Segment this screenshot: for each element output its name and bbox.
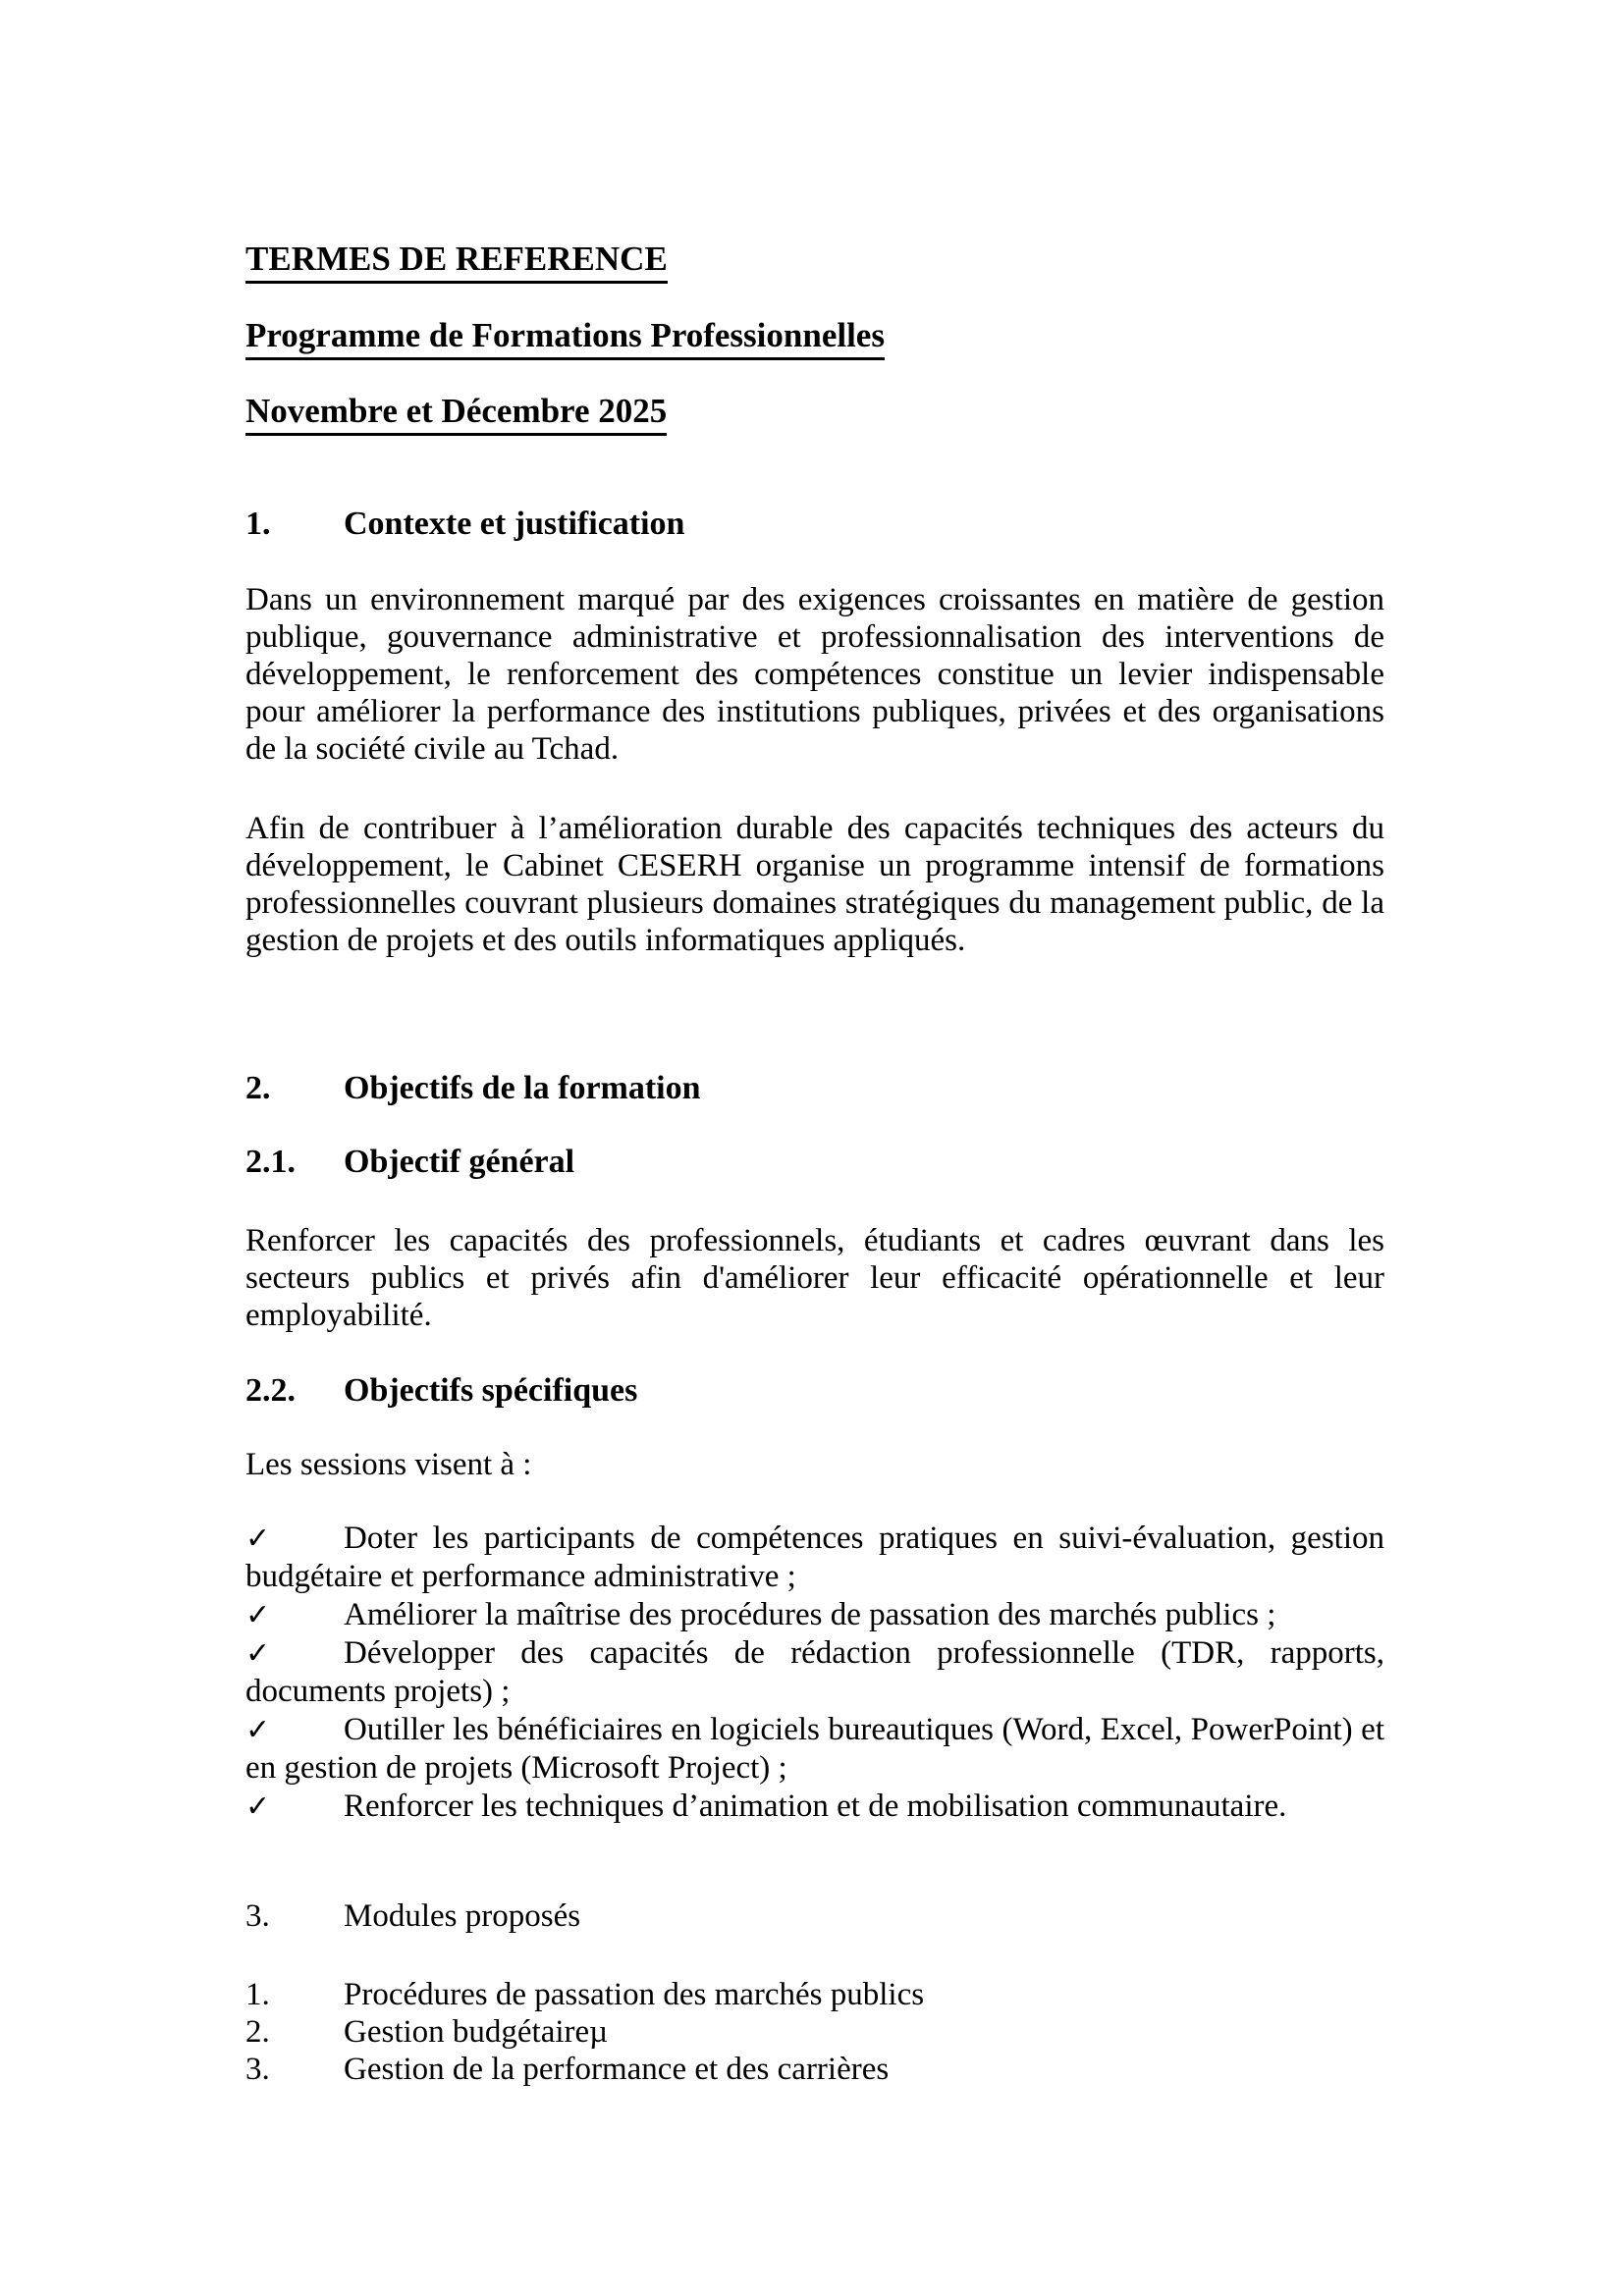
bullet-item (245, 1788, 1384, 1826)
doc-title-main-text: TERMES DE REFERENCE (245, 240, 668, 284)
doc-title-date-text: Novembre et Décembre 2025 (245, 392, 667, 436)
doc-title-subtitle (245, 317, 1384, 354)
doc-title-date (245, 393, 1384, 430)
module-item (245, 1976, 1384, 2013)
section-1-paragraph-2: Afin de contribuer à l’amélioration durable des capacités techniques des acteurs du développement, le Cabinet CESERH organise un programme intensif de formations professionnelles couvrant plusieurs domaines stratégiques du management public, de la gestion de projets et des outils informatiques appliqués. (245, 811, 1384, 958)
sessions-intro: Les sessions visent à : (245, 1447, 532, 1482)
bullet-text: Renforcer les techniques d’animation et de mobilisation communautaire. (344, 1789, 1287, 1824)
section-1-title: Contexte et justification (344, 506, 685, 542)
section-1-heading (245, 506, 1384, 543)
section-1-paragraph-1: Dans un environnement marqué par des exigences croissantes en matière de gestion publique, gouvernance administrative et professionnalisation des interventions de développement, le renforcement des compétences constitue un levier indispensable pour améliorer la performance des institutions publiques, privées et des organisations de la société civile au Tchad. (245, 582, 1384, 767)
bullet-text: Outiller les bénéficiaires en logiciels bureautiques (Word, Excel, PowerPoint) et en gestion de projets (Microsoft Project) ; (245, 1712, 1384, 1786)
bullet-item (245, 1596, 1384, 1634)
bullet-item (245, 1520, 1384, 1596)
section-2-2-number: 2.2. (245, 1372, 296, 1409)
section-3-heading (245, 1897, 1384, 1935)
bullet-text: Doter les participants de compétences pratiques en suivi-évaluation, gestion budgétaire et performance administrative ; (245, 1521, 1384, 1594)
module-text: Gestion budgétaireµ (344, 2014, 609, 2050)
section-2-2-title: Objectifs spécifiques (344, 1372, 638, 1409)
module-text: Gestion de la performance et des carrières (344, 2052, 890, 2087)
section-2-2-heading (245, 1372, 1384, 1410)
module-number: 1. (245, 1977, 270, 2012)
checkmark-icon: ✓ (245, 1713, 271, 1747)
module-text: Procédures de passation des marchés publics (344, 1977, 925, 2012)
doc-title-subtitle-text: Programme de Formations Professionnelles (245, 316, 885, 360)
module-number: 3. (245, 2052, 270, 2087)
checkmark-icon: ✓ (245, 1789, 271, 1824)
doc-title-main (245, 240, 1384, 278)
objectives-bullet-list (245, 1520, 1384, 1826)
module-item (245, 2051, 1384, 2088)
section-2-heading (245, 1070, 1384, 1107)
section-2-1-title: Objectif général (344, 1144, 575, 1180)
bullet-text: Améliorer la maîtrise des procédures de passation des marchés publics ; (344, 1597, 1276, 1632)
section-2-1-heading (245, 1144, 1384, 1181)
checkmark-icon: ✓ (245, 1636, 271, 1671)
checkmark-icon: ✓ (245, 1598, 271, 1632)
modules-list (245, 1976, 1384, 2088)
module-number: 2. (245, 2014, 270, 2050)
bullet-text: Développer des capacités de rédaction professionnelle (TDR, rapports, documents projets) ; (245, 1635, 1384, 1709)
section-2-1-paragraph: Renforcer les capacités des professionnels, étudiants et cadres œuvrant dans les secteurs publics et privés afin d'améliorer leur efficacité opérationnelle et leur employabilité. (245, 1223, 1384, 1333)
section-2-number: 2. (245, 1070, 271, 1106)
module-item (245, 2013, 1384, 2051)
section-1-number: 1. (245, 506, 271, 542)
bullet-item (245, 1711, 1384, 1788)
section-3-title: Modules proposés (344, 1898, 581, 1934)
section-2-title: Objectifs de la formation (344, 1070, 701, 1106)
bullet-item (245, 1634, 1384, 1711)
section-3-number: 3. (245, 1898, 270, 1934)
checkmark-icon: ✓ (245, 1522, 271, 1556)
section-2-1-number: 2.1. (245, 1144, 296, 1180)
